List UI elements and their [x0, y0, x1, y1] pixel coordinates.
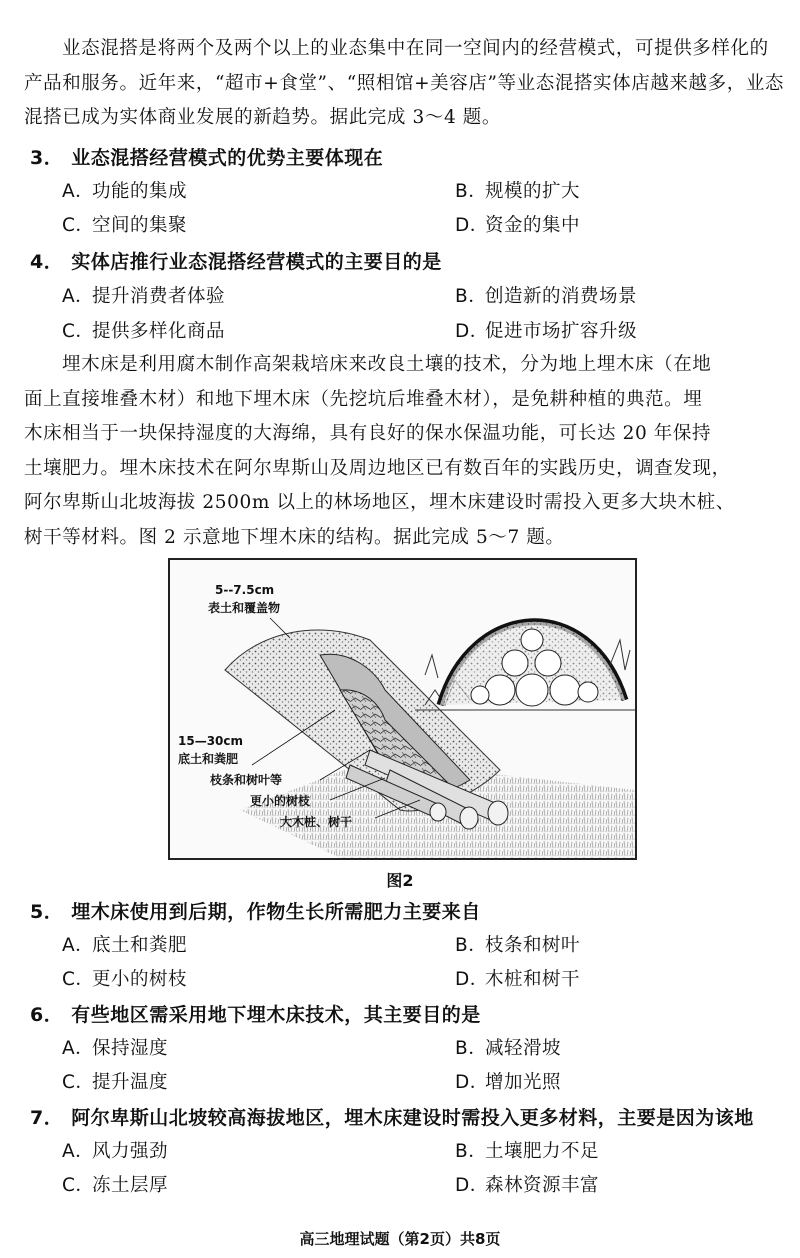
question-stem: 阿尔卑斯山北坡较高海拔地区，埋木床建设时需投入更多材料，主要是因为该地	[71, 1107, 754, 1129]
passage-line: 木床相当于一块保持湿度的大海绵，具有良好的保水保温功能，可长达 20 年保持	[24, 423, 712, 444]
q7-option-c[interactable]: C．冻土层厚	[62, 1175, 169, 1196]
q6-option-d[interactable]: D．增加光照	[455, 1072, 562, 1093]
q6-option-a[interactable]: A．保持湿度	[62, 1038, 169, 1059]
q7-option-b[interactable]: B．土壤肥力不足	[455, 1141, 600, 1162]
question-3	[30, 146, 383, 170]
question-number: 6．	[30, 1004, 64, 1026]
passage-line: 混搭已成为实体商业发展的新趋势。据此完成 3～4 题。	[24, 107, 502, 128]
q3-option-b[interactable]: B．规模的扩大	[455, 181, 581, 202]
passage-hugelkultur	[24, 348, 780, 555]
question-7	[30, 1106, 754, 1130]
question-number: 3．	[30, 147, 64, 169]
passage-business-mix	[24, 32, 785, 136]
label-logs-trunks: 大木桩、树干	[280, 815, 353, 829]
question-number: 7．	[30, 1107, 64, 1129]
passage-line: 土壤肥力。埋木床技术在阿尔卑斯山及周边地区已有数百年的实践历史，调查发现，	[24, 457, 731, 479]
q5-option-a[interactable]: A．底土和粪肥	[62, 935, 188, 956]
figure-caption: 图2	[386, 871, 414, 890]
cross-section-view	[415, 622, 635, 710]
q4-option-b[interactable]: B．创造新的消费场景	[455, 286, 638, 307]
question-6	[30, 1003, 481, 1027]
q7-option-a[interactable]: A．风力强劲	[62, 1141, 169, 1162]
label-subsoil-manure: 底土和粪肥	[178, 752, 239, 766]
passage-line: 阿尔卑斯山北坡海拔 2500m 以上的林场地区，埋木床建设时需投入更多大块木桩、	[24, 492, 735, 513]
q3-option-c[interactable]: C．空间的集聚	[62, 215, 188, 236]
label-top-depth: 5--7.5cm	[215, 583, 275, 597]
q3-option-d[interactable]: D．资金的集中	[455, 215, 581, 236]
question-stem: 实体店推行业态混搭经营模式的主要目的是	[71, 251, 442, 273]
q4-option-c[interactable]: C．提供多样化商品	[62, 321, 226, 342]
q5-option-b[interactable]: B．枝条和树叶	[455, 935, 581, 956]
label-topsoil-mulch: 表土和覆盖物	[208, 601, 281, 615]
passage-line: 面上直接堆叠木材）和地下埋木床（先挖坑后堆叠木材），是免耕种植的典范。埋	[24, 388, 703, 410]
question-stem: 埋木床使用到后期，作物生长所需肥力主要来自	[71, 901, 481, 923]
page-footer: 高三地理试题（第2页）共8页	[299, 1230, 501, 1248]
q4-option-d[interactable]: D．促进市场扩容升级	[455, 321, 638, 342]
q6-option-b[interactable]: B．减轻滑坡	[455, 1038, 562, 1059]
question-number: 4．	[30, 251, 64, 273]
figure-2-hugelbed-diagram	[168, 558, 637, 860]
passage-line: 产品和服务。近年来，“超市+食堂”、“照相馆+美容店”等业态混搭实体店越来越多，业态	[24, 72, 785, 94]
hugelbed-illustration	[170, 560, 635, 858]
label-mid-depth: 15—30cm	[178, 734, 244, 748]
q5-option-c[interactable]: C．更小的树枝	[62, 969, 188, 990]
label-small-twigs: 更小的树枝	[250, 794, 311, 808]
passage-line: 业态混搭是将两个及两个以上的业态集中在同一空间内的经营模式，可提供多样化的	[62, 38, 769, 59]
q5-option-d[interactable]: D．木桩和树干	[455, 969, 581, 990]
q7-option-d[interactable]: D．森林资源丰富	[455, 1175, 600, 1196]
question-stem: 有些地区需采用地下埋木床技术，其主要目的是	[71, 1004, 481, 1026]
q3-option-a[interactable]: A．功能的集成	[62, 181, 188, 202]
question-number: 5．	[30, 901, 64, 923]
passage-line: 树干等材料。图 2 示意地下埋木床的结构。据此完成 5～7 题。	[24, 526, 565, 548]
question-4	[30, 250, 442, 274]
question-5	[30, 900, 481, 924]
q4-option-a[interactable]: A．提升消费者体验	[62, 286, 226, 307]
q6-option-c[interactable]: C．提升温度	[62, 1072, 169, 1093]
passage-line: 埋木床是利用腐木制作高架栽培床来改良土壤的技术，分为地上埋木床（在地	[62, 354, 712, 375]
label-branches-leaves: 枝条和树叶等	[210, 773, 283, 787]
question-stem: 业态混搭经营模式的优势主要体现在	[71, 147, 384, 169]
